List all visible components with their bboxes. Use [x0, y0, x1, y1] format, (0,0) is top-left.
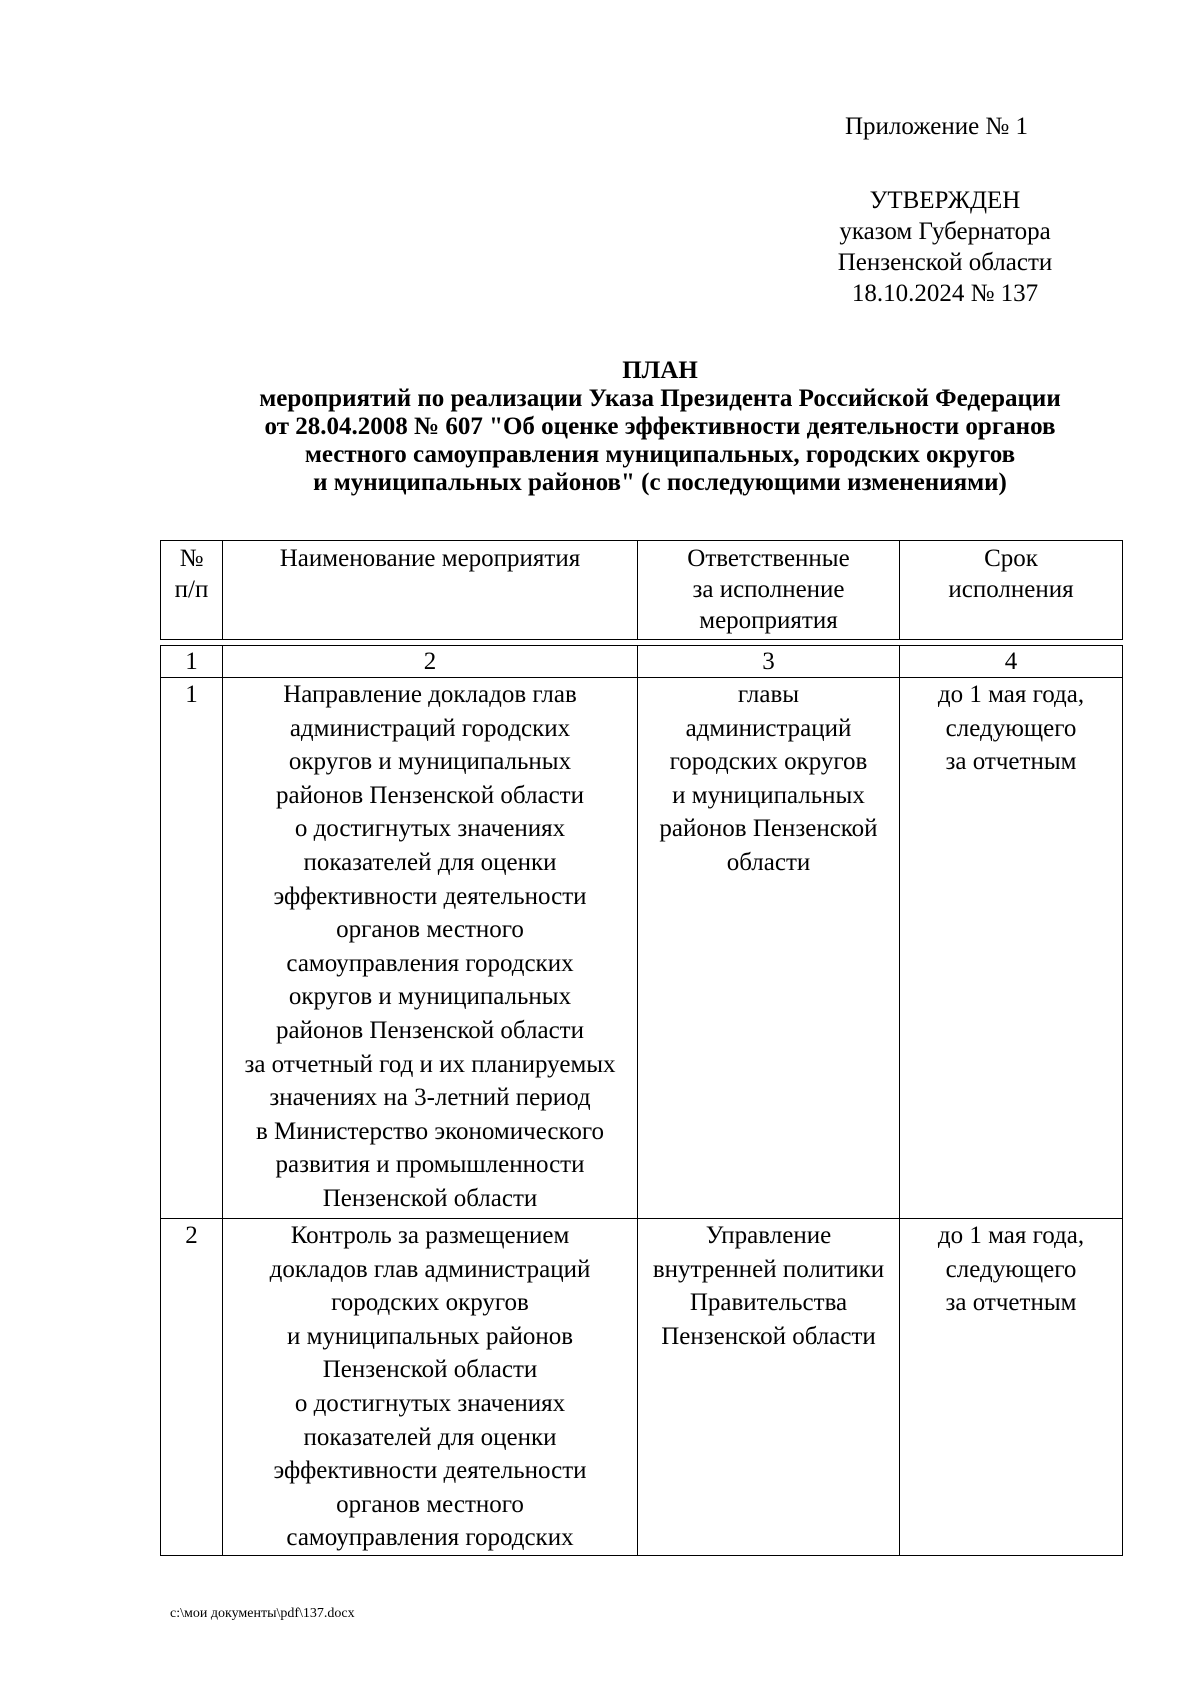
- header-line: мероприятия: [699, 607, 838, 634]
- title-line: мероприятий по реализации Указа Президента Российской Федерации: [259, 385, 1061, 412]
- name-line: эффективности деятельности: [273, 1457, 587, 1485]
- header-line: п/п: [174, 576, 209, 603]
- name-line: округов и муниципальных: [288, 983, 572, 1011]
- responsible-line: районов Пензенской: [659, 815, 878, 843]
- deadline-line: за отчетным: [945, 1289, 1077, 1317]
- file-path-footer: c:\мои документы\pdf\137.docx: [170, 1606, 355, 1621]
- table-header-row: [161, 541, 1123, 640]
- document-title: [150, 357, 1170, 497]
- row-number: 1: [161, 678, 223, 1219]
- annex-label: Приложение № 1: [845, 113, 1029, 140]
- column-number: 3: [638, 646, 900, 678]
- name-line: Пензенской области: [322, 1356, 538, 1384]
- table-row: [161, 1219, 1123, 1556]
- approval-line: Пензенской области: [837, 249, 1053, 276]
- deadline-line: до 1 мая года,: [937, 681, 1085, 708]
- row-responsible: [638, 678, 900, 1219]
- responsible-line: области: [726, 848, 811, 876]
- header-line: №: [179, 545, 204, 572]
- name-line: эффективности деятельности: [273, 882, 587, 910]
- name-line: районов Пензенской области: [276, 781, 584, 809]
- header-line: Наименование мероприятия: [279, 545, 581, 572]
- column-number: 2: [223, 646, 638, 678]
- approval-line: УТВЕРЖДЕН: [869, 187, 1021, 214]
- deadline-line: следующего: [945, 714, 1077, 742]
- table-row: [161, 678, 1123, 1219]
- header-line: Ответственные: [687, 545, 850, 572]
- approval-stamp: [820, 185, 1070, 309]
- name-line: и муниципальных районов: [286, 1322, 574, 1350]
- name-line: округов и муниципальных: [288, 748, 572, 776]
- name-line: в Министерство экономического: [255, 1117, 605, 1145]
- column-number: 1: [161, 646, 223, 678]
- header-line: за исполнение: [692, 576, 845, 603]
- approval-line: 18.10.2024 № 137: [851, 280, 1039, 307]
- name-line: о достигнутых значениях: [294, 815, 566, 843]
- responsible-line: городских округов: [669, 748, 868, 776]
- name-line: развития и промышленности: [275, 1151, 585, 1179]
- row-deadline: [900, 1219, 1123, 1556]
- responsible-line: Пензенской области: [661, 1322, 876, 1350]
- row-name: [223, 678, 638, 1219]
- plan-table: [160, 540, 1123, 1556]
- row-name: [223, 1219, 638, 1556]
- header-cell-deadline: [900, 541, 1123, 640]
- title-line: ПЛАН: [622, 357, 698, 384]
- name-line: Направление докладов глав: [283, 681, 577, 708]
- responsible-line: внутренней политики: [652, 1255, 885, 1283]
- name-line: за отчетный год и их планируемых: [244, 1050, 616, 1078]
- deadline-line: до 1 мая года,: [937, 1222, 1085, 1249]
- header-cell-number: [161, 541, 223, 640]
- responsible-line: Управление: [705, 1222, 832, 1249]
- name-line: Пензенской области: [322, 1184, 538, 1212]
- name-line: докладов глав администраций: [269, 1255, 591, 1283]
- deadline-line: следующего: [945, 1255, 1077, 1283]
- responsible-line: главы: [737, 681, 800, 708]
- name-line: районов Пензенской области: [276, 1016, 584, 1044]
- name-line: самоуправления городских: [286, 949, 574, 977]
- column-number-row: [161, 646, 1123, 678]
- title-line: и муниципальных районов" (с последующими изменениями): [313, 469, 1007, 496]
- responsible-line: администраций: [685, 714, 852, 742]
- name-line: показателей для оценки: [303, 848, 557, 876]
- title-line: местного самоуправления муниципальных, городских округов: [304, 441, 1016, 468]
- name-line: органов местного: [336, 1490, 524, 1518]
- name-line: органов местного: [336, 916, 524, 944]
- name-line: самоуправления городских: [286, 1524, 574, 1552]
- name-line: показателей для оценки: [303, 1423, 557, 1451]
- column-number: 4: [900, 646, 1123, 678]
- name-line: Контроль за размещением: [290, 1222, 570, 1249]
- header-cell-name: [223, 541, 638, 640]
- name-line: городских округов: [331, 1289, 529, 1317]
- row-responsible: [638, 1219, 900, 1556]
- name-line: администраций городских: [289, 714, 571, 742]
- title-line: от 28.04.2008 № 607 "Об оценке эффективности деятельности органов: [264, 413, 1056, 440]
- deadline-line: за отчетным: [945, 748, 1077, 776]
- header-cell-responsible: [638, 541, 900, 640]
- row-number: 2: [161, 1219, 223, 1556]
- responsible-line: и муниципальных: [672, 781, 865, 809]
- responsible-line: Правительства: [689, 1289, 848, 1317]
- name-line: значениях на 3-летний период: [269, 1084, 591, 1112]
- row-deadline: [900, 678, 1123, 1219]
- approval-line: указом Губернатора: [839, 218, 1051, 245]
- header-line: исполнения: [948, 576, 1074, 603]
- name-line: о достигнутых значениях: [294, 1389, 566, 1417]
- header-line: Срок: [984, 545, 1038, 572]
